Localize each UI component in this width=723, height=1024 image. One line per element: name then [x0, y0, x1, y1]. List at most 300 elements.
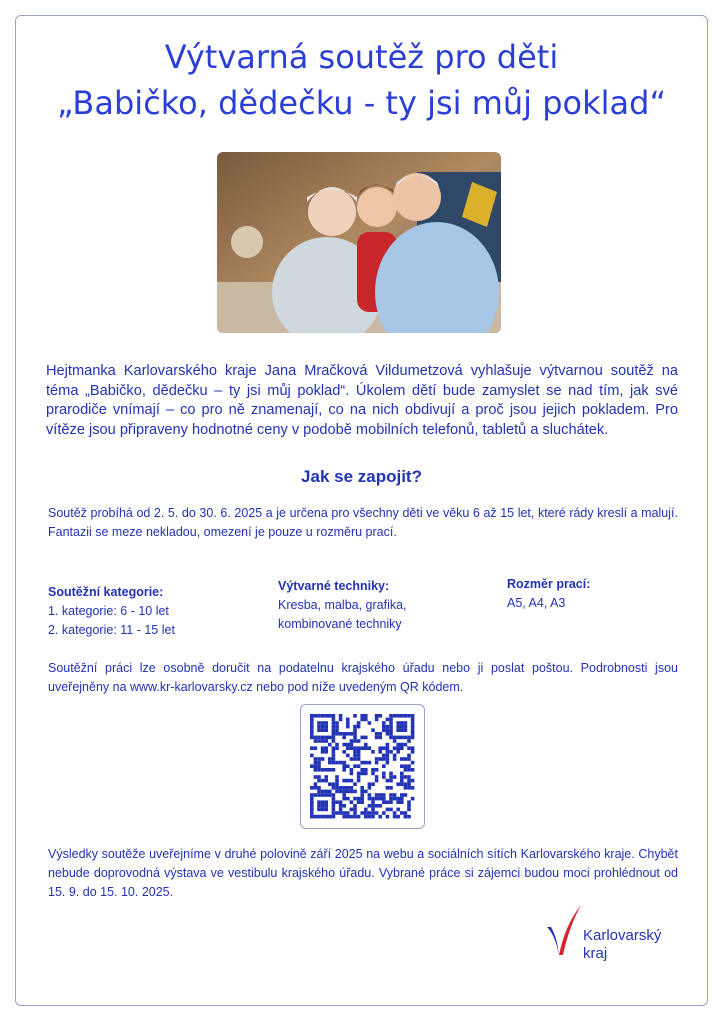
technique-line: Kresba, malba, grafika,	[278, 598, 407, 612]
qr-module	[346, 797, 350, 801]
qr-module	[404, 815, 408, 819]
qr-module	[368, 815, 372, 819]
qr-module	[328, 714, 332, 718]
qr-module	[357, 775, 361, 779]
qr-module	[396, 800, 400, 804]
qr-module	[328, 736, 332, 740]
qr-module	[353, 732, 357, 736]
qr-module	[339, 786, 343, 790]
qr-module	[321, 800, 325, 804]
qr-module	[335, 746, 339, 750]
qr-module	[324, 808, 328, 812]
qr-module	[310, 786, 314, 790]
qr-module	[350, 786, 354, 790]
qr-module	[382, 793, 386, 797]
qr-module	[342, 797, 346, 801]
qr-module	[339, 761, 343, 765]
qr-module	[310, 714, 314, 718]
qr-module	[346, 754, 350, 758]
qr-module	[396, 736, 400, 740]
qr-module	[360, 811, 364, 815]
qr-module	[342, 736, 346, 740]
qr-module	[378, 757, 382, 761]
qr-module	[360, 786, 364, 790]
qr-module	[310, 793, 314, 797]
qr-module	[332, 718, 336, 722]
qr-module	[393, 739, 397, 743]
qr-module	[353, 790, 357, 794]
qr-module	[321, 736, 325, 740]
qr-module	[393, 797, 397, 801]
qr-module	[400, 746, 404, 750]
qr-module	[386, 800, 390, 804]
qr-module	[328, 815, 332, 819]
qr-module	[353, 764, 357, 768]
qr-module	[360, 768, 364, 772]
qr-module	[314, 775, 318, 779]
qr-module	[404, 725, 408, 729]
qr-module	[389, 721, 393, 725]
qr-module	[368, 721, 372, 725]
category-item: 1. kategorie: 6 - 10 let	[48, 604, 169, 618]
qr-module	[404, 775, 408, 779]
qr-module	[364, 808, 368, 812]
qr-module	[328, 768, 332, 772]
qr-module	[389, 732, 393, 736]
categories-heading: Soutěžní kategorie:	[48, 585, 164, 599]
qr-module	[342, 743, 346, 747]
category-item: 2. kategorie: 11 - 15 let	[48, 623, 175, 637]
qr-module	[386, 761, 390, 765]
qr-module	[350, 815, 354, 819]
qr-module	[342, 761, 346, 765]
qr-module	[310, 725, 314, 729]
qr-module	[353, 746, 357, 750]
qr-module	[324, 790, 328, 794]
qr-module	[400, 736, 404, 740]
qr-module	[360, 746, 364, 750]
qr-module	[310, 797, 314, 801]
qr-module	[386, 725, 390, 729]
qr-module	[389, 728, 393, 732]
qr-module	[371, 811, 375, 815]
logo-line-1: Karlovarský	[583, 927, 662, 944]
qr-module	[396, 782, 400, 786]
qr-module	[339, 714, 343, 718]
qr-module	[332, 736, 336, 740]
techniques-block	[278, 577, 478, 634]
qr-module	[357, 746, 361, 750]
qr-module	[317, 793, 321, 797]
qr-module	[360, 736, 364, 740]
qr-module	[314, 761, 318, 765]
qr-module	[317, 790, 321, 794]
qr-module	[364, 790, 368, 794]
qr-module	[407, 746, 411, 750]
qr-module	[375, 779, 379, 783]
qr-module	[310, 764, 314, 768]
qr-module	[328, 793, 332, 797]
qr-module	[310, 754, 314, 758]
qr-module	[335, 811, 339, 815]
qr-module	[342, 768, 346, 772]
qr-module	[368, 786, 372, 790]
qr-module	[407, 757, 411, 761]
qr-module	[378, 736, 382, 740]
qr-module	[382, 728, 386, 732]
qr-module	[342, 811, 346, 815]
qr-module	[346, 721, 350, 725]
qr-module	[321, 725, 325, 729]
qr-module	[335, 782, 339, 786]
qr-module	[378, 750, 382, 754]
qr-module	[364, 718, 368, 722]
qr-module	[389, 736, 393, 740]
qr-module	[375, 761, 379, 765]
qr-module	[371, 728, 375, 732]
qr-module	[400, 811, 404, 815]
qr-module	[360, 761, 364, 765]
qr-module	[328, 761, 332, 765]
qr-module	[368, 793, 372, 797]
qr-module	[317, 808, 321, 812]
qr-module	[310, 800, 314, 804]
qr-module	[411, 728, 415, 732]
qr-module	[335, 775, 339, 779]
qr-module	[353, 728, 357, 732]
qr-module	[400, 728, 404, 732]
qr-module	[324, 736, 328, 740]
qr-module	[353, 811, 357, 815]
qr-module	[389, 714, 393, 718]
how-to-join-text: Soutěž probíhá od 2. 5. do 30. 6. 2025 a je určena pro všechny děti ve věku 6 až 15 let, které rády kreslí a malují. Fantazii se meze nekladou, omezení je pouze u rozměru prací.	[48, 506, 678, 539]
qr-module	[411, 732, 415, 736]
qr-module	[314, 746, 318, 750]
qr-module	[342, 779, 346, 783]
qr-module	[407, 764, 411, 768]
qr-module	[382, 721, 386, 725]
qr-module	[335, 728, 339, 732]
qr-module	[353, 714, 357, 718]
qr-module	[342, 786, 346, 790]
qr-module	[368, 811, 372, 815]
qr-module	[346, 764, 350, 768]
qr-module	[324, 728, 328, 732]
qr-module	[321, 790, 325, 794]
qr-module	[346, 725, 350, 729]
qr-module	[321, 808, 325, 812]
qr-module	[375, 718, 379, 722]
qr-module	[350, 772, 354, 776]
qr-module	[346, 811, 350, 815]
qr-module	[382, 811, 386, 815]
qr-module	[317, 804, 321, 808]
qr-module	[407, 714, 411, 718]
qr-module	[324, 804, 328, 808]
qr-module	[317, 764, 321, 768]
qr-module	[389, 772, 393, 776]
qr-module	[321, 815, 325, 819]
qr-module	[332, 750, 336, 754]
karlovarsky-kraj-logo	[545, 905, 675, 965]
qr-module	[400, 721, 404, 725]
qr-module	[310, 736, 314, 740]
qr-module	[328, 790, 332, 794]
qr-module	[357, 757, 361, 761]
qr-module	[396, 750, 400, 754]
qr-module	[371, 768, 375, 772]
sizes-heading: Rozměr prací:	[507, 577, 591, 591]
qr-module	[382, 800, 386, 804]
qr-module	[364, 736, 368, 740]
qr-module	[357, 772, 361, 776]
results-text: Výsledky soutěže uveřejníme v druhé polovině září 2025 na webu a sociálních sítích Karlovarského kraje. Chybět nebude doprovodná výstava ve vestibulu krajského úřadu. Vybrané práce si zájemci budou moci prohlédnout od 15. 9. do 15. 10. 2025.	[48, 847, 678, 899]
qr-module	[389, 779, 393, 783]
qr-module	[393, 815, 397, 819]
qr-module	[357, 725, 361, 729]
qr-module	[378, 793, 382, 797]
qr-module	[324, 721, 328, 725]
qr-module	[375, 775, 379, 779]
qr-module	[324, 750, 328, 754]
qr-module	[350, 790, 354, 794]
qr-module	[378, 815, 382, 819]
qr-module	[346, 718, 350, 722]
qr-module	[396, 815, 400, 819]
qr-module	[368, 782, 372, 786]
qr-module	[389, 725, 393, 729]
qr-module	[346, 786, 350, 790]
categories-block	[48, 583, 248, 640]
qr-module	[332, 786, 336, 790]
qr-module	[382, 757, 386, 761]
qr-module	[332, 754, 336, 758]
qr-module	[393, 746, 397, 750]
poster-title-line-2: „Babičko, dědečku - ty jsi můj poklad“	[56, 84, 667, 122]
qr-module	[404, 768, 408, 772]
qr-module	[411, 718, 415, 722]
qr-module	[371, 797, 375, 801]
qr-module	[407, 808, 411, 812]
qr-module	[404, 811, 408, 815]
qr-module	[317, 757, 321, 761]
qr-module	[321, 746, 325, 750]
qr-module	[346, 815, 350, 819]
qr-module	[389, 808, 393, 812]
qr-module	[382, 746, 386, 750]
qr-module	[342, 790, 346, 794]
qr-module	[389, 793, 393, 797]
qr-module	[378, 797, 382, 801]
qr-module	[317, 721, 321, 725]
qr-module	[317, 736, 321, 740]
qr-module	[364, 811, 368, 815]
qr-module	[353, 808, 357, 812]
qr-module	[407, 786, 411, 790]
qr-module	[332, 793, 336, 797]
qr-module	[393, 775, 397, 779]
qr-module	[317, 739, 321, 743]
qr-module	[378, 732, 382, 736]
qr-module	[353, 797, 357, 801]
qr-module	[314, 782, 318, 786]
qr-module	[335, 721, 339, 725]
qr-module	[404, 793, 408, 797]
qr-module	[396, 725, 400, 729]
qr-module	[339, 718, 343, 722]
qr-module	[400, 725, 404, 729]
qr-module	[353, 754, 357, 758]
qr-module	[400, 800, 404, 804]
qr-module	[371, 804, 375, 808]
qr-module	[375, 793, 379, 797]
qr-module	[342, 804, 346, 808]
qr-module	[357, 779, 361, 783]
qr-module	[360, 790, 364, 794]
qr-module	[324, 714, 328, 718]
qr-module	[314, 764, 318, 768]
qr-module	[393, 714, 397, 718]
qr-module	[332, 761, 336, 765]
qr-module	[353, 804, 357, 808]
qr-module	[393, 736, 397, 740]
qr-module	[350, 746, 354, 750]
qr-module	[317, 768, 321, 772]
qr-module	[389, 800, 393, 804]
qr-module	[386, 815, 390, 819]
qr-module	[332, 714, 336, 718]
qr-module	[332, 815, 336, 819]
qr-module	[386, 754, 390, 758]
qr-module	[310, 721, 314, 725]
qr-module	[382, 754, 386, 758]
qr-module	[310, 815, 314, 819]
qr-module	[407, 782, 411, 786]
qr-module	[360, 718, 364, 722]
qr-module	[317, 786, 321, 790]
qr-module	[364, 768, 368, 772]
qr-module	[371, 782, 375, 786]
qr-module	[353, 725, 357, 729]
qr-module	[368, 761, 372, 765]
qr-module	[360, 772, 364, 776]
qr-module	[400, 764, 404, 768]
qr-module	[404, 782, 408, 786]
qr-module	[360, 797, 364, 801]
qr-module	[332, 768, 336, 772]
qr-module	[357, 764, 361, 768]
qr-module	[364, 772, 368, 776]
qr-module	[335, 800, 339, 804]
qr-module	[375, 804, 379, 808]
qr-module	[386, 757, 390, 761]
qr-module	[332, 804, 336, 808]
techniques-heading: Výtvarné techniky:	[278, 579, 390, 593]
qr-module	[360, 714, 364, 718]
qr-module	[310, 808, 314, 812]
qr-module	[382, 725, 386, 729]
qr-module	[407, 779, 411, 783]
qr-module	[378, 804, 382, 808]
logo-line-2: kraj	[583, 945, 608, 962]
qr-module	[396, 797, 400, 801]
qr-module	[314, 768, 318, 772]
how-to-join-heading: Jak se zapojit?	[301, 467, 422, 486]
qr-module	[317, 779, 321, 783]
qr-module	[411, 736, 415, 740]
qr-module	[364, 743, 368, 747]
qr-module	[386, 808, 390, 812]
qr-module	[346, 779, 350, 783]
qr-module	[360, 800, 364, 804]
qr-module	[310, 804, 314, 808]
qr-module	[321, 714, 325, 718]
qr-module	[324, 815, 328, 819]
qr-module	[328, 757, 332, 761]
qr-module	[407, 754, 411, 758]
qr-module	[357, 721, 361, 725]
qr-module	[407, 739, 411, 743]
qr-module	[404, 757, 408, 761]
qr-module	[350, 768, 354, 772]
qr-module	[371, 800, 375, 804]
qr-module	[321, 739, 325, 743]
qr-module	[357, 750, 361, 754]
qr-module	[350, 739, 354, 743]
qr-module	[368, 746, 372, 750]
qr-module	[332, 725, 336, 729]
qr-module	[332, 757, 336, 761]
qr-module	[368, 797, 372, 801]
qr-module	[339, 811, 343, 815]
qr-module	[407, 768, 411, 772]
qr-module	[342, 732, 346, 736]
qr-module	[332, 808, 336, 812]
qr-module	[314, 793, 318, 797]
qr-module	[404, 743, 408, 747]
qr-module	[393, 757, 397, 761]
qr-module	[375, 736, 379, 740]
logo-text	[583, 927, 661, 963]
qr-module	[411, 797, 415, 801]
sizes-block	[507, 575, 667, 613]
qr-module	[314, 739, 318, 743]
qr-code[interactable]	[300, 704, 425, 829]
qr-module	[328, 782, 332, 786]
qr-module	[400, 743, 404, 747]
qr-module	[404, 714, 408, 718]
qr-module	[368, 804, 372, 808]
sizes-value: A5, A4, A3	[507, 596, 566, 610]
qr-module	[321, 804, 325, 808]
qr-module	[342, 750, 346, 754]
qr-module	[400, 714, 404, 718]
qr-module	[321, 728, 325, 732]
qr-module	[404, 786, 408, 790]
qr-module	[324, 800, 328, 804]
qr-module	[339, 800, 343, 804]
qr-module	[411, 779, 415, 783]
qr-module	[317, 728, 321, 732]
qr-module	[350, 743, 354, 747]
qr-module	[411, 721, 415, 725]
qr-module	[353, 739, 357, 743]
qr-module	[335, 786, 339, 790]
qr-module	[353, 736, 357, 740]
qr-module	[386, 746, 390, 750]
qr-module	[335, 779, 339, 783]
qr-module	[407, 775, 411, 779]
